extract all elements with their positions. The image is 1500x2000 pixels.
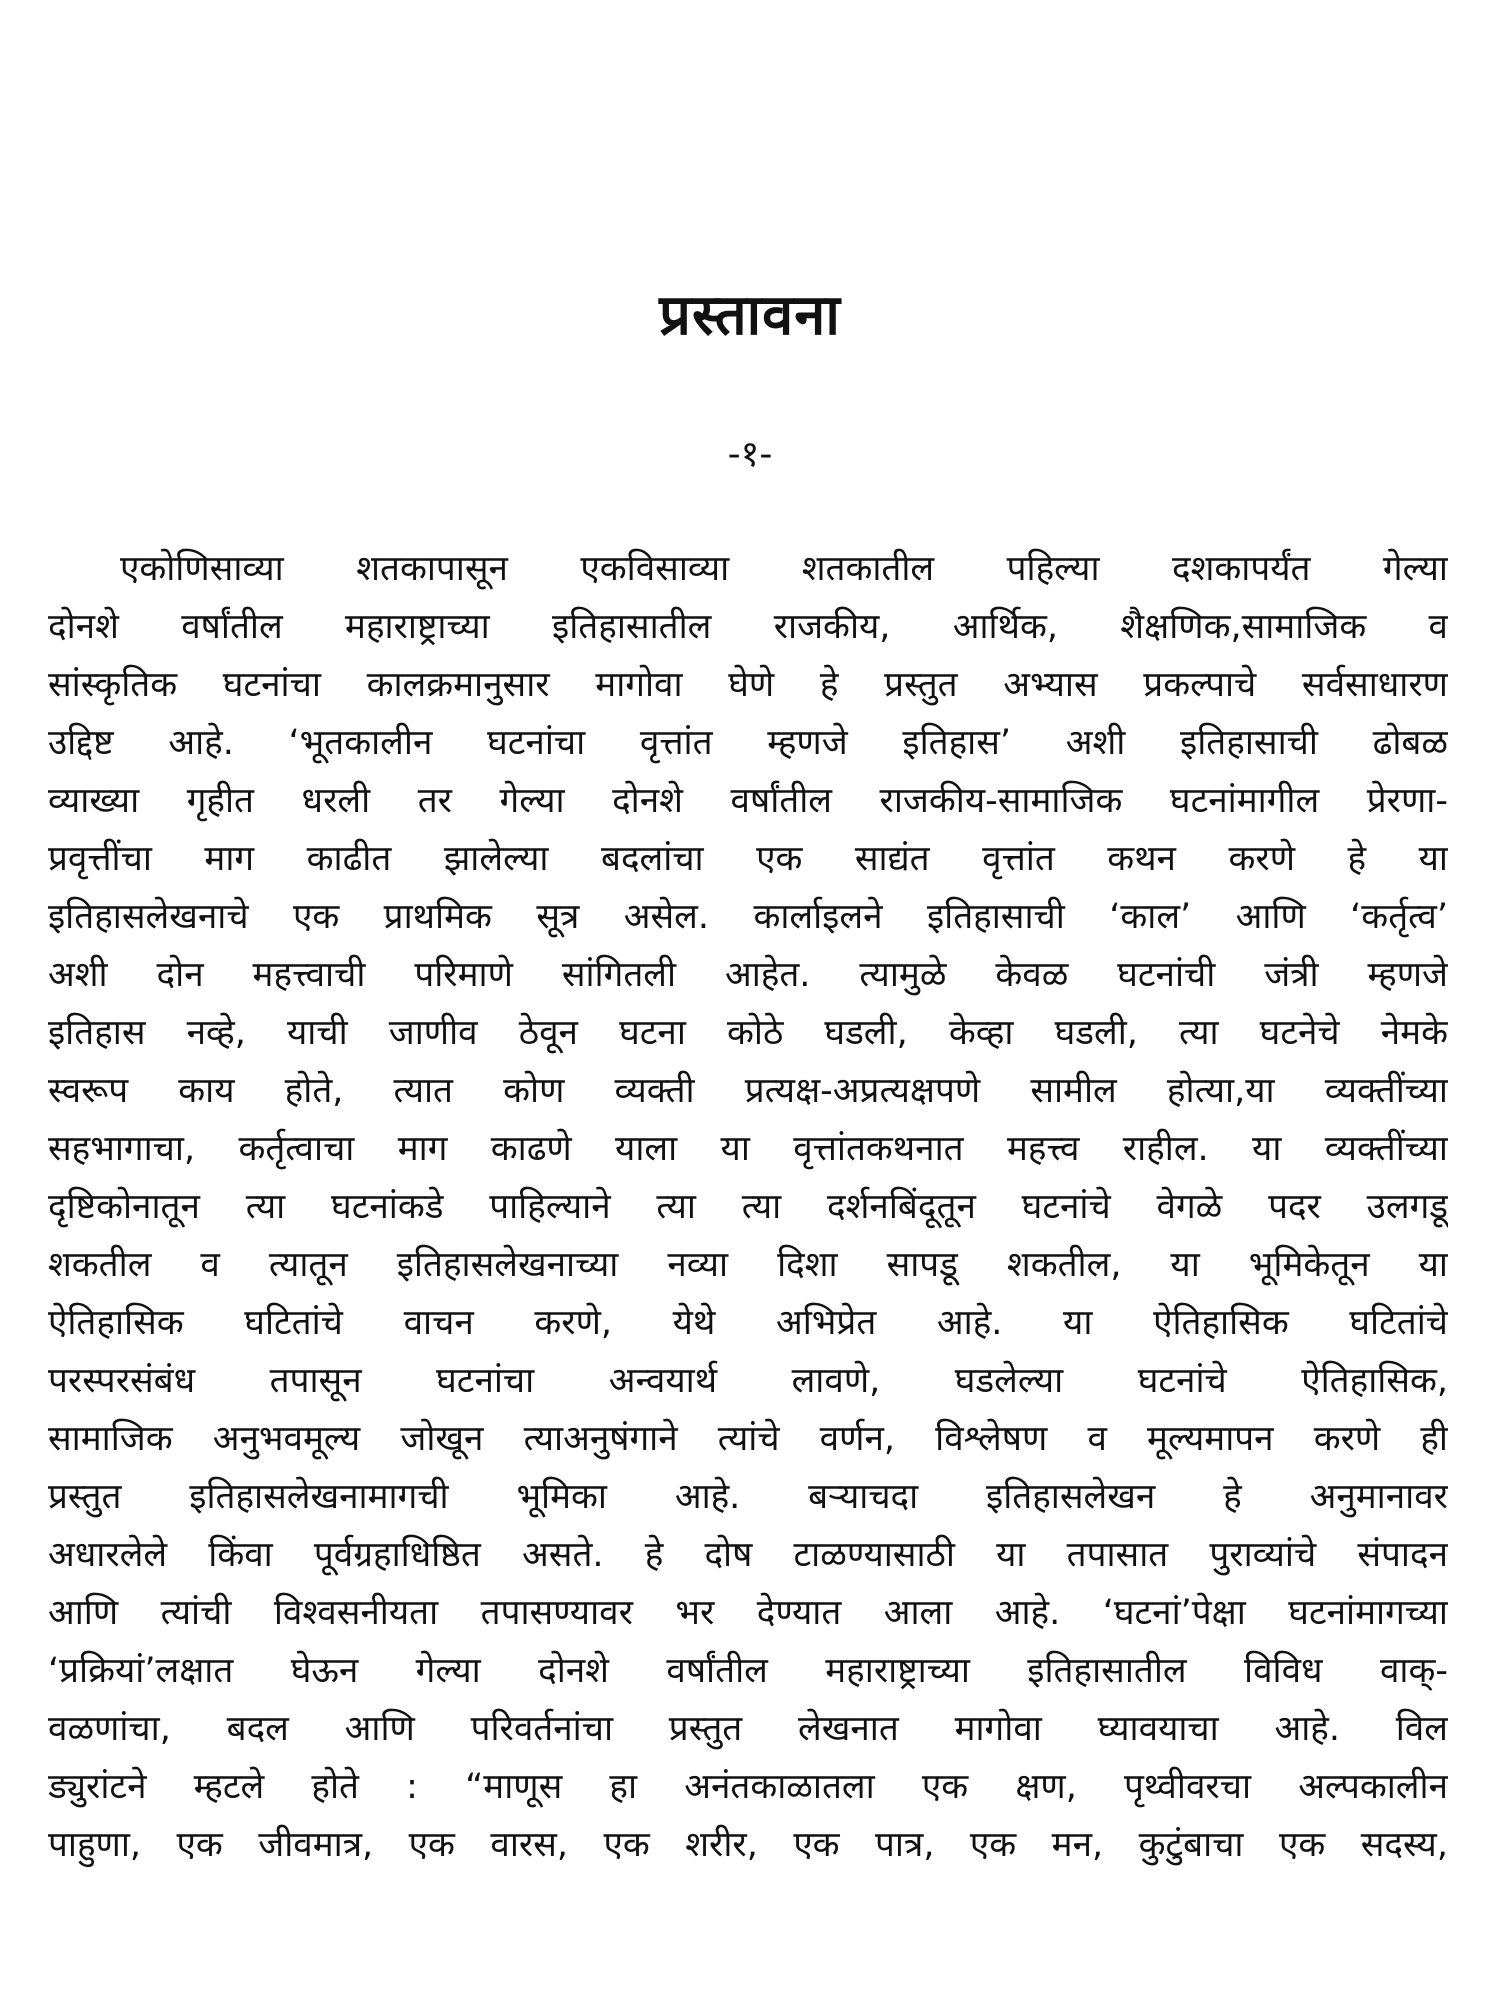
text-line: सामाजिक अनुभवमूल्य जोखून त्याअनुषंगाने त्यांचे वर्णन, विश्लेषण व मूल्यमापन करणे ही <box>48 1419 1448 1459</box>
text-line: ड्युरांटने म्हटले होते : “माणूस हा अनंतकाळातला एक क्षण, पृथ्वीवरचा अल्पकालीन <box>48 1767 1448 1807</box>
text-line: इतिहास नव्हे, याची जाणीव ठेवून घटना कोठे घडली, केव्हा घडली, त्या घटनेचे नेमके <box>48 1013 1448 1053</box>
text-line: ‘प्रक्रियां’लक्षात घेऊन गेल्या दोनशे वर्षांतील महाराष्ट्राच्या इतिहासातील विविध वाक्- <box>48 1651 1448 1691</box>
text-line: स्वरूप काय होते, त्यात कोण व्यक्ती प्रत्यक्ष-अप्रत्यक्षपणे सामील होत्या,या व्यक्तींच्या <box>48 1071 1448 1111</box>
text-line: एकोणिसाव्या शतकापासून एकविसाव्या शतकातील पहिल्या दशकापर्यंत गेल्या <box>120 549 1448 589</box>
text-line: अशी दोन महत्त्वाची परिमाणे सांगितली आहेत. त्यामुळे केवळ घटनांची जंत्री म्हणजे <box>48 955 1448 995</box>
body-paragraph <box>48 540 1448 1874</box>
text-line: सांस्कृतिक घटनांचा कालक्रमानुसार मागोवा घेणे हे प्रस्तुत अभ्यास प्रकल्पाचे सर्वसाधारण <box>48 665 1448 705</box>
text-line: सहभागाचा, कर्तृत्वाचा माग काढणे याला या वृत्तांतकथनात महत्त्व राहील. या व्यक्तींच्या <box>48 1129 1448 1169</box>
text-line: पाहुणा, एक जीवमात्र, एक वारस, एक शरीर, एक पात्र, एक मन, कुटुंबाचा एक सदस्य, <box>48 1825 1448 1865</box>
text-line: इतिहासलेखनाचे एक प्राथमिक सूत्र असेल. कार्लाइलने इतिहासाची ‘काल’ आणि ‘कर्तृत्व’ <box>48 897 1448 937</box>
text-line: वळणांचा, बदल आणि परिवर्तनांचा प्रस्तुत लेखनात मागोवा घ्यावयाचा आहे. विल <box>48 1709 1448 1749</box>
section-number: -१- <box>727 434 773 475</box>
text-line: प्रवृत्तींचा माग काढीत झालेल्या बदलांचा एक साद्यंत वृत्तांत कथन करणे हे या <box>48 839 1448 879</box>
text-line: व्याख्या गृहीत धरली तर गेल्या दोनशे वर्षांतील राजकीय-सामाजिक घटनांमागील प्रेरणा- <box>48 781 1448 821</box>
text-line: उद्दिष्ट आहे. ‘भूतकालीन घटनांचा वृत्तांत म्हणजे इतिहास’ अशी इतिहासाची ढोबळ <box>48 723 1448 763</box>
text-line: दृष्टिकोनातून त्या घटनांकडे पाहिल्याने त्या त्या दर्शनबिंदूतून घटनांचे वेगळे पदर उलगडू <box>48 1187 1448 1227</box>
text-line: शकतील व त्यातून इतिहासलेखनाच्या नव्या दिशा सापडू शकतील, या भूमिकेतून या <box>48 1245 1448 1285</box>
page-title: प्रस्तावना <box>659 283 841 348</box>
text-line: ऐतिहासिक घटितांचे वाचन करणे, येथे अभिप्रेत आहे. या ऐतिहासिक घटितांचे <box>48 1303 1448 1343</box>
text-line: परस्परसंबंध तपासून घटनांचा अन्वयार्थ लावणे, घडलेल्या घटनांचे ऐतिहासिक, <box>48 1361 1448 1401</box>
text-line: प्रस्तुत इतिहासलेखनामागची भूमिका आहे. बऱ्याचदा इतिहासलेखन हे अनुमानावर <box>48 1477 1448 1517</box>
text-line: अधारलेले किंवा पूर्वग्रहाधिष्ठित असते. हे दोष टाळण्यासाठी या तपासात पुराव्यांचे संपादन <box>48 1535 1448 1575</box>
text-line: आणि त्यांची विश्वसनीयता तपासण्यावर भर देण्यात आला आहे. ‘घटनां’पेक्षा घटनांमागच्या <box>48 1593 1448 1633</box>
text-line: दोनशे वर्षांतील महाराष्ट्राच्या इतिहासातील राजकीय, आर्थिक, शैक्षणिक,सामाजिक व <box>48 607 1448 647</box>
